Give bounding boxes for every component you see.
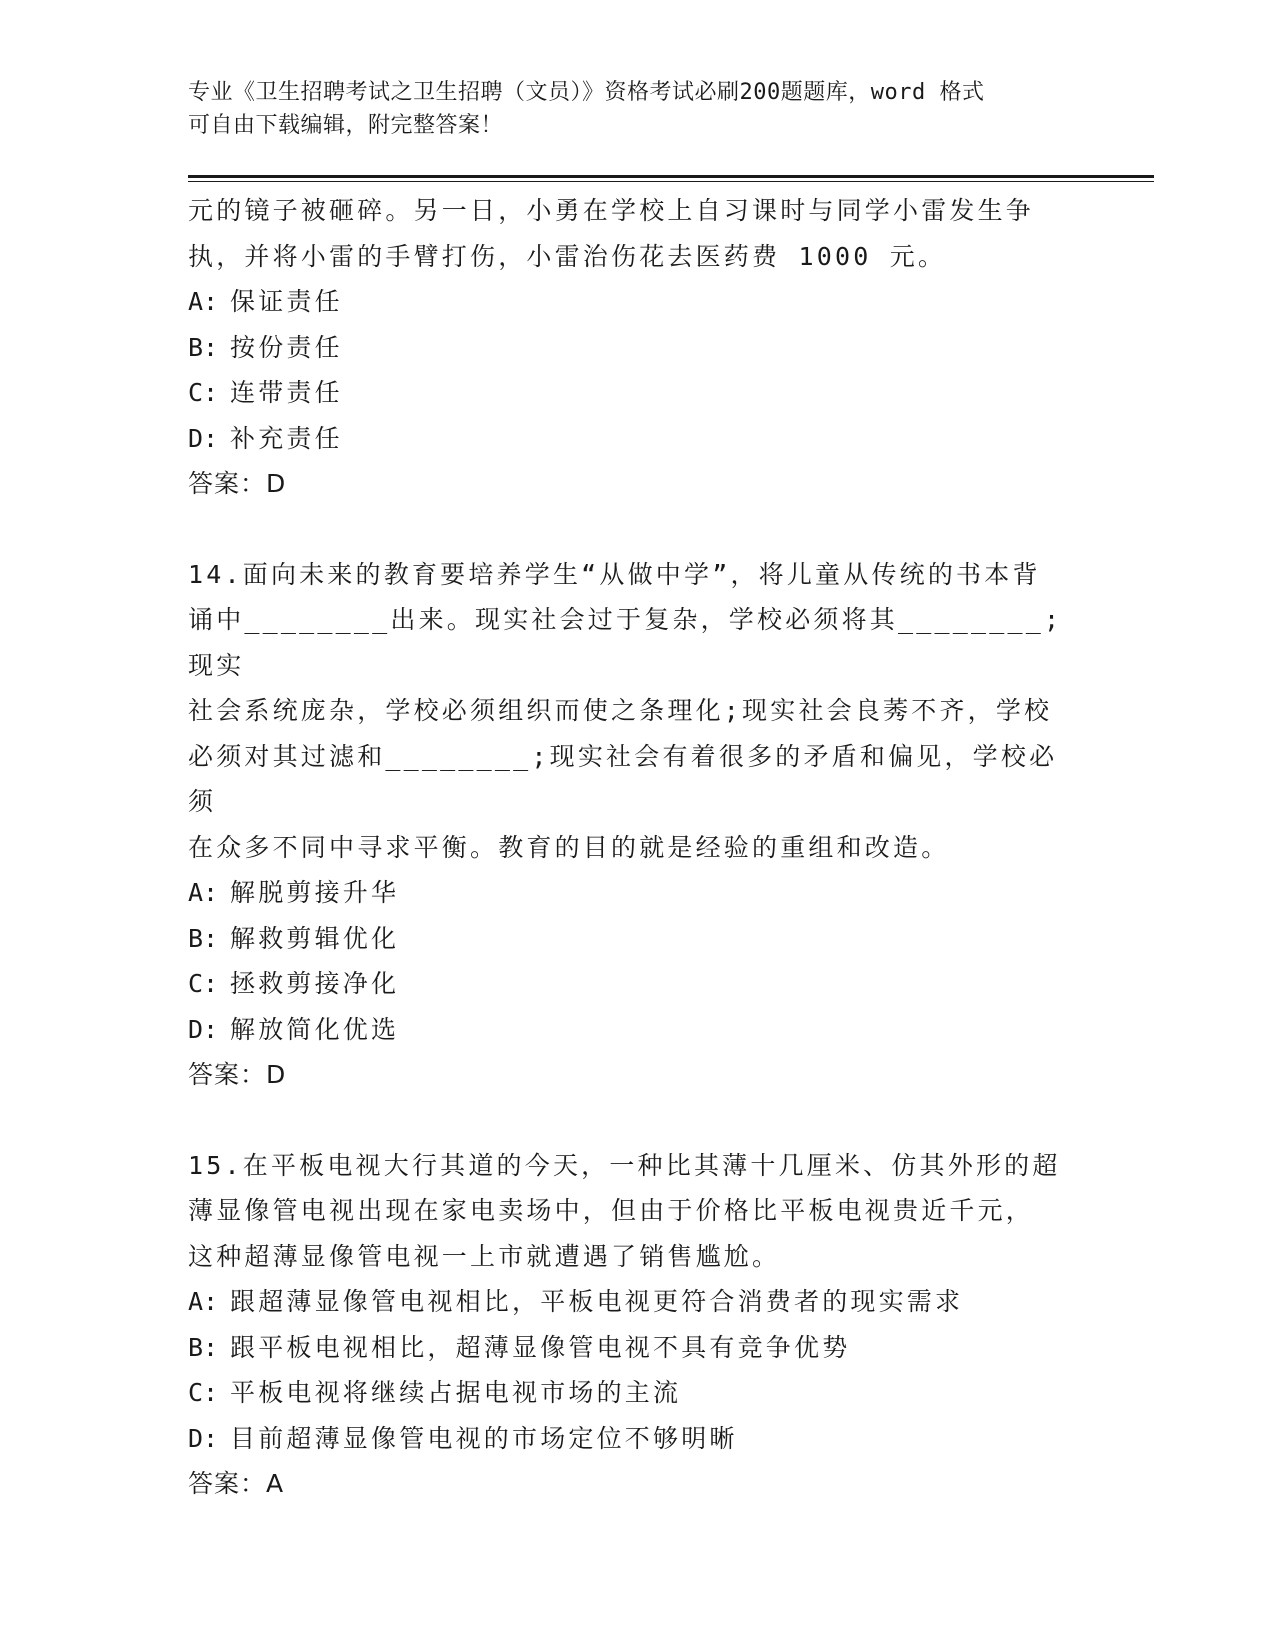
question-15-option-a (188, 1279, 1078, 1325)
question-14-option-c (188, 961, 1078, 1007)
page-header (188, 76, 1068, 142)
question-13 (188, 188, 1078, 507)
question-14 (188, 552, 1078, 1098)
question-15 (188, 1143, 1078, 1507)
question-15-text-line: 15.在平板电视大行其道的今天，一种比其薄十几厘米、仿其外形的超 (188, 1150, 1061, 1180)
question-14-option-b (188, 916, 1078, 962)
option-letter: D: (188, 1423, 219, 1453)
question-15-text-line: 薄显像管电视出现在家电卖场中，但由于价格比平板电视贵近千元， (188, 1196, 1035, 1225)
question-13-option-c (188, 370, 1078, 416)
option-letter: A: (188, 287, 219, 316)
header-rule-thin (188, 181, 1154, 182)
question-13-option-b (188, 325, 1078, 371)
option-letter: C: (188, 1378, 219, 1407)
option-text: 按份责任 (230, 332, 343, 362)
question-15-text-line: 这种超薄显像管电视一上市就遭遇了销售尴尬。 (188, 1241, 781, 1271)
option-letter: C: (188, 378, 219, 407)
question-14-option-a (188, 870, 1078, 916)
option-text: 连带责任 (230, 378, 343, 407)
header-line-1: 专业《卫生招聘考试之卫生招聘（文员）》资格考试必刷200题题库，word 格式 (188, 80, 985, 105)
question-content (188, 188, 1078, 1507)
question-14-text-line: 在众多不同中寻求平衡。教育的目的就是经验的重组和改造。 (188, 832, 950, 862)
option-letter: A: (188, 878, 219, 907)
option-letter: D: (188, 1014, 219, 1044)
question-15-option-c (188, 1370, 1078, 1416)
option-letter: B: (188, 332, 219, 362)
question-15-option-b (188, 1325, 1078, 1371)
option-letter: B: (188, 923, 219, 953)
option-text: 补充责任 (230, 423, 343, 453)
option-text: 跟平板电视相比，超薄显像管电视不具有竞争优势 (230, 1332, 851, 1362)
header-rule-thick (188, 175, 1154, 178)
option-text: 拯救剪接净化 (230, 969, 400, 998)
option-letter: A: (188, 1287, 219, 1316)
option-letter: C: (188, 969, 219, 998)
question-14-text-line: 社会系统庞杂，学校必须组织而使之条理化;现实社会良莠不齐，学校 (188, 696, 1053, 725)
option-letter: D: (188, 423, 219, 453)
option-text: 平板电视将继续占据电视市场的主流 (230, 1378, 682, 1407)
question-15-option-d (188, 1416, 1078, 1462)
question-13-option-d (188, 416, 1078, 462)
option-letter: B: (188, 1332, 219, 1362)
question-13-text-line: 执，并将小雷的手臂打伤，小雷治伤花去医药费 1000 元。 (188, 241, 947, 271)
question-15-answer: 答案：A (188, 1469, 285, 1498)
option-text: 目前超薄显像管电视的市场定位不够明晰 (230, 1423, 738, 1453)
question-14-text-line: 14.面向未来的教育要培养学生“从做中学”，将儿童从传统的书本背 (188, 559, 1041, 589)
option-text: 解救剪辑优化 (230, 923, 400, 953)
question-14-option-d (188, 1007, 1078, 1053)
question-13-text-line: 元的镜子被砸碎。另一日，小勇在学校上自习课时与同学小雷发生争 (188, 196, 1035, 225)
question-14-text-line: 必须对其过滤和________;现实社会有着很多的矛盾和偏见，学校必须 (188, 741, 1058, 816)
question-14-text-line: 诵中________出来。现实社会过于复杂，学校必须将其________;现实 (188, 605, 1063, 680)
question-13-option-a (188, 279, 1078, 325)
option-text: 保证责任 (230, 287, 343, 316)
option-text: 解脱剪接升华 (230, 878, 400, 907)
option-text: 跟超薄显像管电视相比，平板电视更符合消费者的现实需求 (230, 1287, 964, 1316)
question-14-answer: 答案：D (188, 1060, 287, 1089)
option-text: 解放简化优选 (230, 1014, 400, 1044)
question-13-answer: 答案：D (188, 469, 287, 498)
header-line-2: 可自由下载编辑，附完整答案！ (188, 113, 504, 138)
